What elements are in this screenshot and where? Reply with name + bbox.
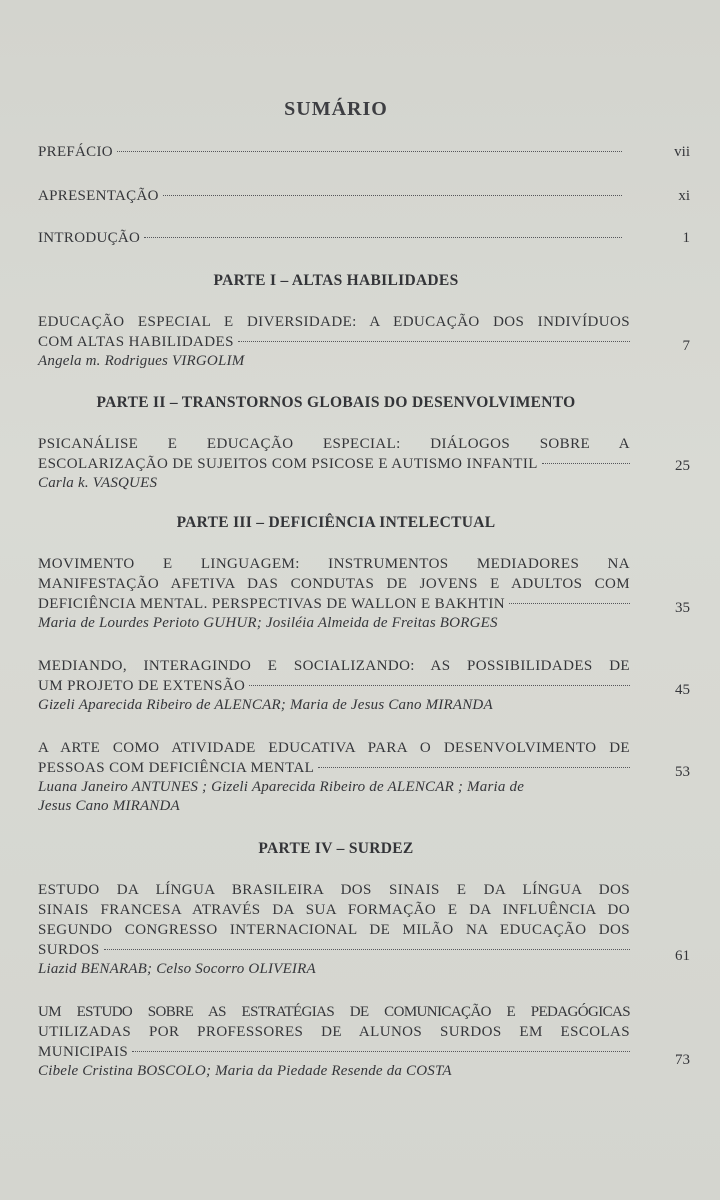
page-number: 7: [682, 338, 690, 354]
entry-label: PREFÁCIO: [38, 144, 113, 160]
entry-title-line: PESSOAS COM DEFICIÊNCIA MENTAL: [38, 758, 630, 778]
entry-authors: Carla k. VASQUES: [38, 475, 158, 491]
dot-leader: [117, 151, 622, 152]
toc-entry-3[interactable]: [38, 554, 690, 633]
entry-authors: Luana Janeiro ANTUNES ; Gizeli Aparecida Ribeiro de ALENCAR ; Maria de: [38, 779, 525, 795]
entry-title-line: A ARTE COMO ATIVIDADE EDUCATIVA PARA O DESENVOLVIMENTO DE: [38, 740, 630, 756]
page-number: xi: [678, 188, 690, 204]
toc-entry-prefacio[interactable]: [38, 144, 690, 168]
toc-entry-4[interactable]: [38, 656, 690, 715]
entry-title-line: MEDIANDO, INTERAGINDO E SOCIALIZANDO: AS POSSIBILIDADES DE: [38, 658, 630, 674]
page-number: 73: [675, 1052, 690, 1068]
entry-title-line: UM PROJETO DE EXTENSÃO: [38, 676, 630, 696]
entry-label: INTRODUÇÃO: [38, 230, 141, 246]
dot-leader: [104, 949, 630, 950]
entry-title-line: UM ESTUDO SOBRE AS ESTRATÉGIAS DE COMUNICAÇÃO E PEDAGÓGICAS: [38, 1004, 630, 1020]
dot-leader: [318, 767, 630, 768]
entry-authors: Maria de Lourdes Perioto GUHUR; Josiléia Almeida de Freitas BORGES: [38, 615, 498, 631]
toc-entry-5[interactable]: [38, 738, 690, 816]
entry-title-line: MANIFESTAÇÃO AFETIVA DAS CONDUTAS DE JOVENS E ADULTOS COM: [38, 576, 630, 592]
entry-title-line: UTILIZADAS POR PROFESSORES DE ALUNOS SURDOS EM ESCOLAS: [38, 1024, 630, 1040]
page-number: 61: [675, 948, 690, 964]
part-heading-3: PARTE III – DEFICIÊNCIA INTELECTUAL: [176, 514, 496, 531]
dot-leader: [238, 341, 630, 342]
page-number: 45: [675, 682, 690, 698]
entry-title-line: SURDOS: [38, 940, 630, 960]
entry-authors: Jesus Cano MIRANDA: [38, 798, 180, 814]
page-number: 53: [675, 764, 690, 780]
entry-title-line: ESCOLARIZAÇÃO DE SUJEITOS COM PSICOSE E AUTISMO INFANTIL: [38, 454, 630, 474]
dot-leader: [249, 685, 630, 686]
entry-authors: Cibele Cristina BOSCOLO; Maria da Piedade Resende da COSTA: [38, 1063, 452, 1079]
entry-authors: Liazid BENARAB; Celso Socorro OLIVEIRA: [38, 961, 316, 977]
dot-leader: [132, 1051, 630, 1052]
dot-leader: [144, 237, 622, 238]
dot-leader: [542, 463, 630, 464]
entry-title-line: EDUCAÇÃO ESPECIAL E DIVERSIDADE: A EDUCAÇÃO DOS INDIVÍDUOS: [38, 314, 630, 330]
page-number: 25: [675, 458, 690, 474]
page-number: 35: [675, 600, 690, 616]
entry-title-line: DEFICIÊNCIA MENTAL. PERSPECTIVAS DE WALLON E BAKHTIN: [38, 594, 630, 614]
part-heading-4: PARTE IV – SURDEZ: [258, 840, 414, 857]
page-number: vii: [674, 144, 690, 160]
entry-title-line: MOVIMENTO E LINGUAGEM: INSTRUMENTOS MEDIADORES NA: [38, 556, 630, 572]
entry-title-line: SEGUNDO CONGRESSO INTERNACIONAL DE MILÃO NA EDUCAÇÃO DOS: [38, 922, 630, 938]
toc-entry-6[interactable]: [38, 880, 690, 979]
entry-title-line: ESTUDO DA LÍNGUA BRASILEIRA DOS SINAIS E DA LÍNGUA DOS: [38, 882, 630, 898]
page-title: SUMÁRIO: [284, 98, 388, 120]
toc-entry-apresentacao[interactable]: [38, 188, 690, 212]
entry-title-line: COM ALTAS HABILIDADES: [38, 332, 630, 352]
part-heading-1: PARTE I – ALTAS HABILIDADES: [213, 272, 459, 289]
entry-title-line: SINAIS FRANCESA ATRAVÉS DA SUA FORMAÇÃO E DA INFLUÊNCIA DO: [38, 902, 630, 918]
toc-entry-introducao[interactable]: [38, 230, 690, 254]
part-heading-2: PARTE II – TRANSTORNOS GLOBAIS DO DESENVOLVIMENTO: [96, 394, 576, 411]
entry-authors: Gizeli Aparecida Ribeiro de ALENCAR; Maria de Jesus Cano MIRANDA: [38, 697, 493, 713]
toc-entry-2[interactable]: [38, 434, 690, 493]
toc-entry-1[interactable]: [38, 312, 690, 371]
page-number: 1: [682, 230, 690, 246]
toc-entry-7[interactable]: [38, 1002, 690, 1081]
dot-leader: [509, 603, 630, 604]
dot-leader: [163, 195, 622, 196]
entry-label: APRESENTAÇÃO: [38, 188, 159, 204]
entry-title-line: PSICANÁLISE E EDUCAÇÃO ESPECIAL: DIÁLOGOS SOBRE A: [38, 436, 630, 452]
entry-authors: Angela m. Rodrigues VIRGOLIM: [38, 353, 245, 369]
entry-title-line: MUNICIPAIS: [38, 1042, 630, 1062]
